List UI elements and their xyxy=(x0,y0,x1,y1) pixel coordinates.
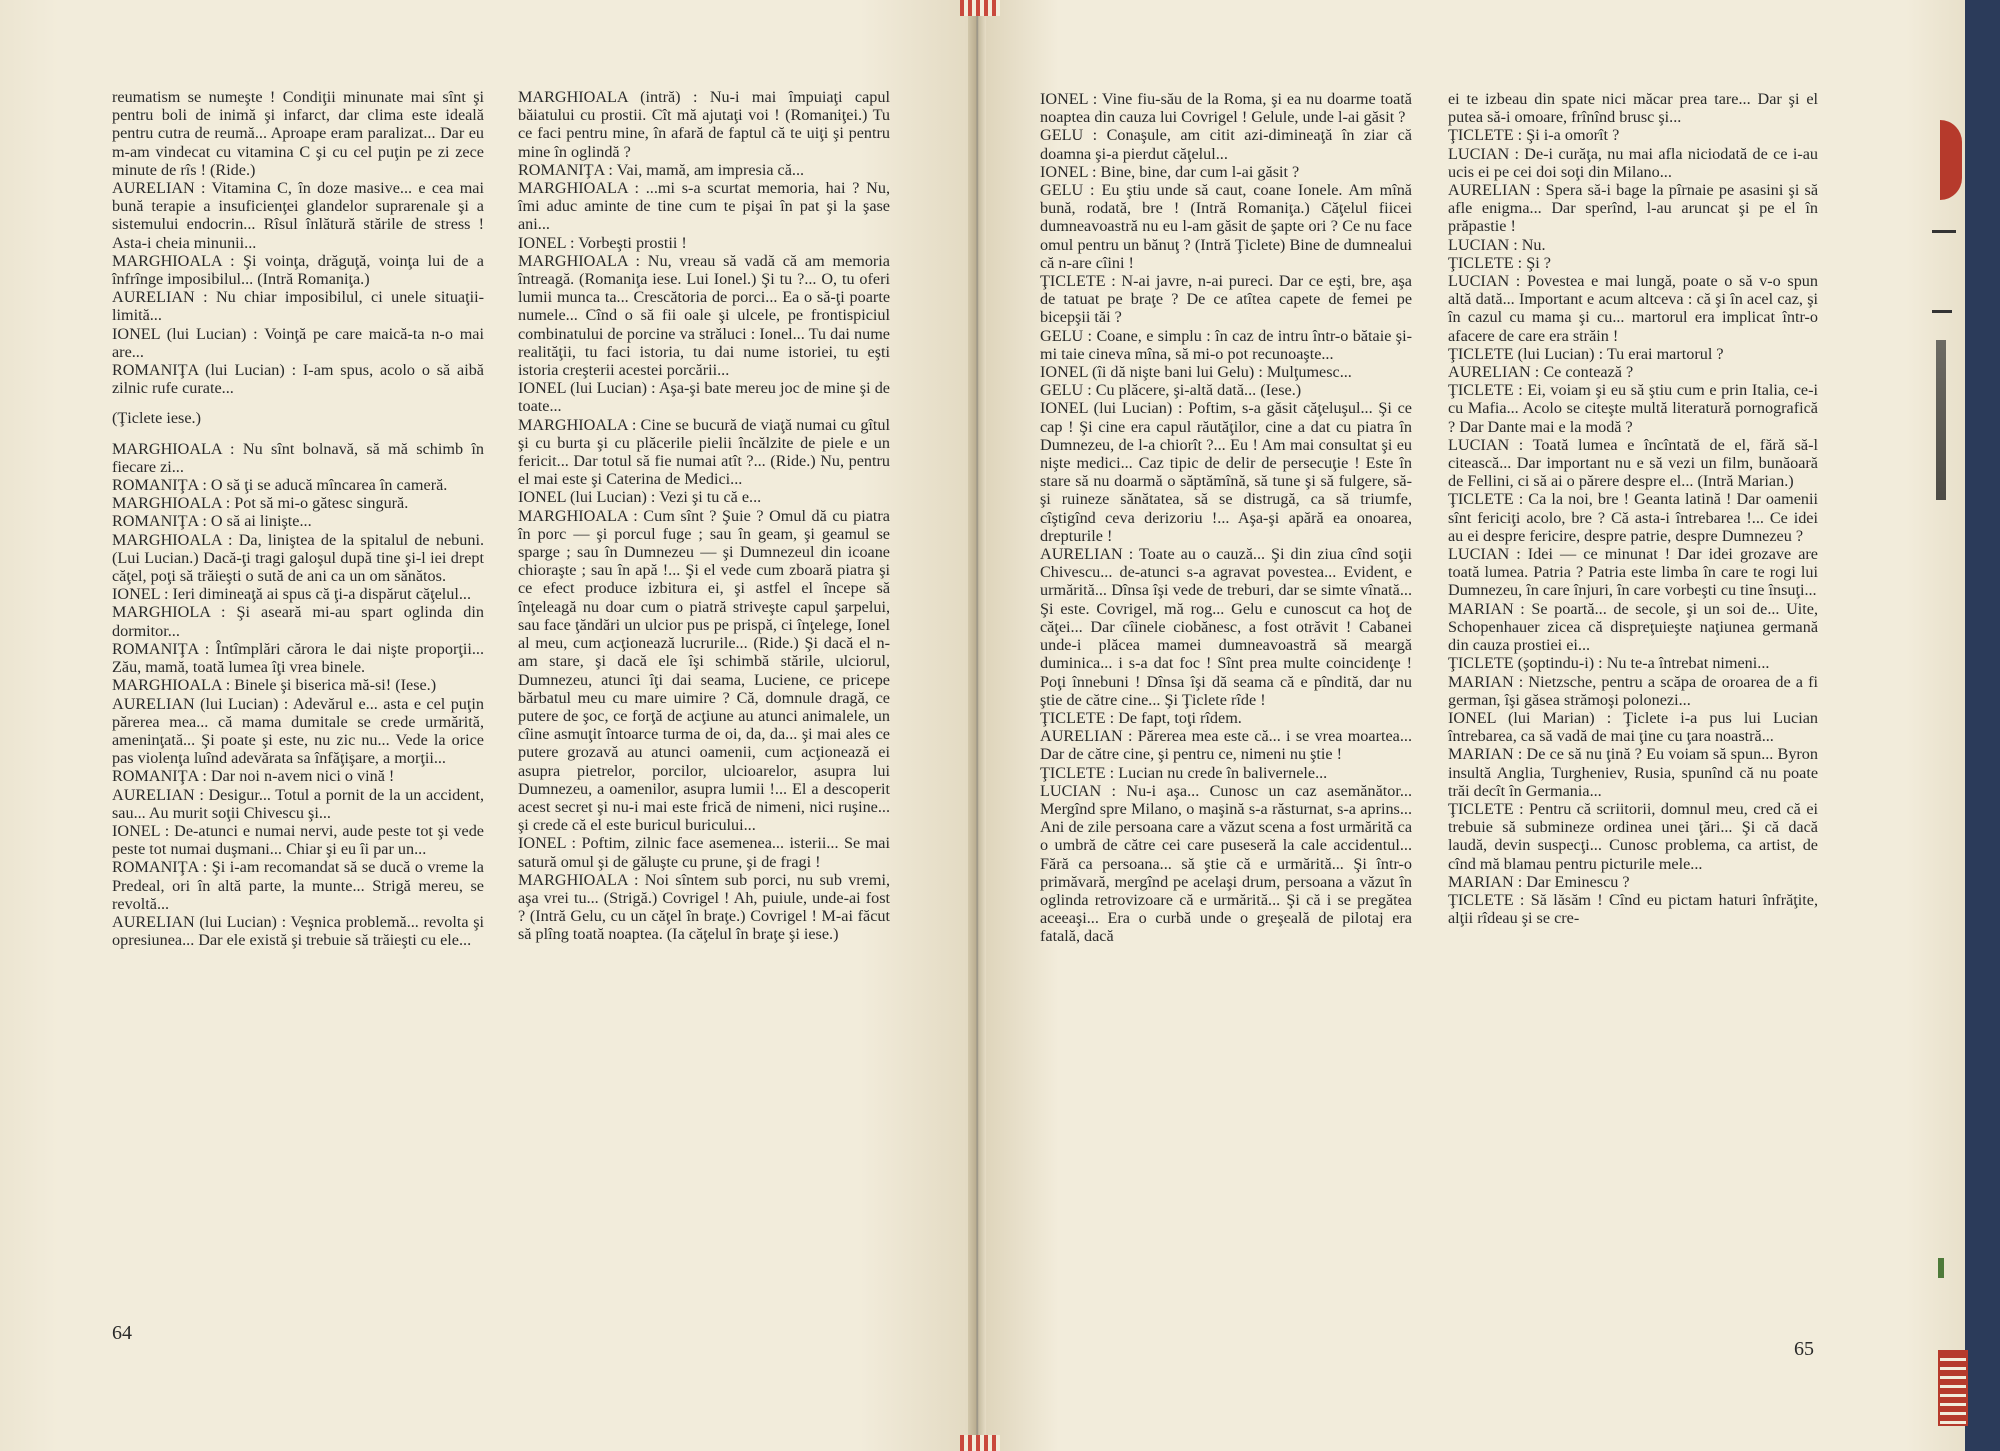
dialogue-paragraph: IONEL (lui Lucian) : Voinţă pe care maică-ta n-o mai are... xyxy=(112,324,484,361)
dialogue-paragraph: MARGHIOALA : Pot să mi-o gătesc singură. xyxy=(112,494,409,513)
dialogue-paragraph: IONEL (lui Lucian) : Aşa-şi bate mereu joc de mine şi de toate... xyxy=(518,379,890,416)
dialogue-paragraph: GELU : Coane, e simplu : în caz de intru într-o bătaie şi-mi taie cineva mîna, să mi-o pot recunoaşte... xyxy=(1040,326,1412,363)
dialogue-paragraph: LUCIAN : Idei — ce minunat ! Dar idei grozave are toată lumea. Patria ? Patria este limba în care te rogi lui Dumnezeu, în care înjuri, în care vorbeşti cu tine însuţi... xyxy=(1448,545,1818,600)
dialogue-paragraph: MARGHIOALA : ...mi s-a scurtat memoria, hai ? Nu, îmi aduc aminte de tine cum te pişai în pat şi la şase ani... xyxy=(518,179,890,234)
dialogue-paragraph: AURELIAN : Toate au o cauză... Şi din ziua cînd soţii Chivescu... de-atunci s-a agravat povestea... Evident, e urmărită... Dînsa îşi vede de treburi, dar se simte vînată... Şi este. Covrigel, mă rog... Gelu e cunoscut ca hoţ de căţei... Dar cîinele ciobănesc, a fost otrăvit ! Cabanei unde-i plăcea mamei dumneavoastră să meargă duminica... i s-a dat foc ! Sînt prea multe coincidenţe ! Poţi înnebuni ! Dînsa îşi dă seama că e pîndită, dar nu ştie de către cine... Şi Ţiclete rîde ! xyxy=(1040,545,1412,709)
dialogue-paragraph: AURELIAN : Vitamina C, în doze masive... e cea mai bună terapie a insuficienţei glandelor suprarenale şi a sistemului endocrin... Rîsul înlătură stările de stress ! Asta-i cheia minunii... xyxy=(112,179,484,252)
dialogue-paragraph: ROMANIŢA : O să ai linişte... xyxy=(112,512,312,531)
dialogue-paragraph: MARGHIOLA : Şi aseară mi-au spart oglinda din dormitor... xyxy=(112,603,484,640)
edge-dash-mark xyxy=(1932,310,1952,313)
dialogue-paragraph: MARGHIOALA : Da, liniştea de la spitalul de nebuni. (Lui Lucian.) Dacă-ţi tragi galoşul după tine şi-l iei drept căţel, poţi să trăieşti o sută de ani ca un om sănătos. xyxy=(112,530,484,586)
edge-stamp-pattern xyxy=(1938,1350,1968,1426)
left-column-2 xyxy=(518,88,890,944)
dialogue-paragraph: LUCIAN : Nu. xyxy=(1448,235,1546,254)
dialogue-paragraph: ŢICLETE (lui Lucian) : Tu erai martorul ? xyxy=(1448,344,1724,363)
dialogue-paragraph: ŢICLETE : Lucian nu crede în balivernele... xyxy=(1040,763,1328,782)
dialogue-paragraph: IONEL (lui Marian) : Ţiclete i-a pus lui Lucian întrebarea, ca să vadă de mai ţine cu ţara noastră... xyxy=(1448,708,1818,746)
dialogue-paragraph: ROMANIŢA : O să ţi se aducă mîncarea în cameră. xyxy=(112,476,448,495)
dialogue-paragraph: MARGHIOALA : Cum sînt ? Şuie ? Omul dă cu piatra în porc — şi porcul fuge ; sau în geam, şi geamul se sparge ; sau în Dumnezeu — şi Dumnezeul din icoane chioraşte ; sau în apă !... Şi el vede cum zboară piatra şi ce efect produce izbitura ei, şi astfel el începe să înţeleagă nu doar cum o piatră striveşte capul şarpelui, sau face ţăndări un ulcior pus pe prispă, ci înţelege, Ionel al meu, cum acţionează lucrurile... (Ride.) Şi dacă el n-am stare, şi dacă ele îşi schimbă stările, ulciorul, Dumnezeu, atunci îţi dai seama, Luciene, ce pricepe bărbatul meu cu mare uimire ? Că, domnule dragă, ce putere de şoc, ce forţă de acţiune au atunci animalele, un cîine asmuţit întoarce turma de oi, da, da... şi mai ales ce putere grozavă au atunci oamenii, cum acţionează ei asupra pietrelor, porcilor, ulcioarelor, asupra lui Dumnezeu, a oamenilor, asupra lumii !... El a descoperit acest secret şi nu-i mai este frică de nimeni, nici ruşine... şi crede că el este buricul buricului... xyxy=(518,506,890,835)
dialogue-paragraph: MARGHIOALA : Cine se bucură de viaţă numai cu gîtul şi cu burta şi cu plăcerile pielii încălzite de piele e un fericit... Dar totul să fie numai atît ?... (Ride.) Nu, pentru el mai este şi Caterina de Medici... xyxy=(518,415,890,489)
dialogue-paragraph: MARGHIOALA : Binele şi biserica mă-si! (Iese.) xyxy=(112,676,437,695)
right-column-2 xyxy=(1448,90,1818,927)
dialogue-paragraph: MARGHIOALA (intră) : Nu-i mai împuiaţi capul băiatului cu prostii. Cît mă ajutaţi voi ! (Romaniţei.) Tu ce faci pentru mine, în afară de faptul că te uiţi şi pentru mine în oglindă ? xyxy=(518,88,890,161)
dialogue-paragraph: IONEL (îi dă nişte bani lui Gelu) : Mulţumesc... xyxy=(1040,363,1352,382)
dialogue-paragraph: IONEL : Ieri dimineaţă ai spus că ţi-a dispărut căţelul... xyxy=(112,585,471,604)
dialogue-paragraph: ei te izbeau din spate nici măcar prea tare... Dar şi el putea să-i omoare, frînînd brusc şi... xyxy=(1448,90,1818,127)
dialogue-paragraph: IONEL : Bine, bine, dar cum l-ai găsit ? xyxy=(1040,162,1300,181)
dialogue-paragraph: IONEL (lui Lucian) : Poftim, s-a găsit căţeluşul... Şi ce cap ! Şi cine era capul răutăţilor, cine a dat cu piatra în Dumnezeu, de l-a chiorît ?... Eu ! Am mai consultat şi eu nişte medici... Caz tipic de delir de persecuţie ! Este în stare să nu doarmă o săptămînă, să tune şi să fulgere, să-şi ruineze sănătatea, să se distrugă, ca să triumfe, cîştigînd ceva derizoriu !... Aşa-şi apără ea onoarea, drepturile ! xyxy=(1040,399,1412,545)
dialogue-paragraph: ŢICLETE : Ca la noi, bre ! Geanta latină ! Dar oamenii sînt fericiţi acolo, bre ? Că asta-i întrebarea !... Ce idei au ei despre fericire, despre patrie, despre Dumnezeu ? xyxy=(1448,490,1818,545)
book-gutter xyxy=(968,0,986,1451)
dialogue-paragraph: AURELIAN : Nu chiar imposibilul, ci unele situaţii-limită... xyxy=(112,288,484,325)
dialogue-paragraph: IONEL : Poftim, zilnic face asemenea... isterii... Se mai satură omul şi de găluşte cu prune, şi de fragi ! xyxy=(518,834,890,871)
dialogue-paragraph: IONEL (lui Lucian) : Vezi şi tu că e... xyxy=(518,488,762,507)
dialogue-paragraph: ROMANIŢA : Întîmplări cărora le dai nişte proporţii... Zău, mamă, toată lumea îţi vrea binele. xyxy=(112,639,484,677)
page-edge-background xyxy=(1965,0,2000,1451)
dialogue-paragraph: IONEL : Vine fiu-său de la Roma, şi ea nu doarme toată noaptea din cauza lui Covrigel ! Gelule, unde l-ai găsit ? xyxy=(1040,90,1412,127)
dialogue-paragraph: MARIAN : Dar Eminescu ? xyxy=(1448,872,1630,891)
dialogue-paragraph: MARIAN : Se poartă... de secole, şi un soi de... Uite, Schopenhauer zicea că dispreţuieşte naţiunea germană din cauza prostiei ei... xyxy=(1448,599,1818,655)
dialogue-paragraph: ŢICLETE : Ei, voiam şi eu să ştiu cum e prin Italia, ce-i cu Mafia... Acolo se citeşte multă literatură pornografică ? Dar Dante mai e la modă ? xyxy=(1448,381,1818,436)
dialogue-paragraph: ŢICLETE : Pentru că scriitorii, domnul meu, cred că ei trebuie să submineze ordinea unei ţări... Şi că dacă laudă, devin suspecţi... Cunosc problema, ca artist, de cînd mă blamau pentru picturile mele... xyxy=(1448,799,1818,873)
left-column-1 xyxy=(112,88,484,949)
dialogue-paragraph: AURELIAN : Ce contează ? xyxy=(1448,363,1634,382)
dialogue-paragraph: LUCIAN : Toată lumea e încîntată de el, fără să-l citească... Dar important nu e să vezi un film, bunăoară de Fellini, ci să ai o părere despre el... (Intră Marian.) xyxy=(1448,435,1818,491)
dialogue-paragraph: IONEL : Vorbeşti prostii ! xyxy=(518,233,687,252)
binding-stripe-top xyxy=(960,0,1000,16)
dialogue-paragraph: ŢICLETE (şoptindu-i) : Nu te-a întrebat nimeni... xyxy=(1448,654,1770,673)
dialogue-paragraph: AURELIAN (lui Lucian) : Veşnica problemă... revolta şi opresiunea... Dar ele există şi trebuie să trăieşti cu ele... xyxy=(112,912,484,950)
dialogue-paragraph: (Ţiclete iese.) xyxy=(112,409,201,428)
dialogue-paragraph: GELU : Cu plăcere, şi-altă dată... (Iese.) xyxy=(1040,381,1302,400)
dialogue-paragraph: MARIAN : Nietzsche, pentru a scăpa de oroarea de a fi german, îşi găsea strămoşi polonezi... xyxy=(1448,672,1818,709)
dialogue-paragraph: ROMANIŢA : Vai, mamă, am impresia că... xyxy=(518,160,805,179)
dialogue-paragraph: ROMANIŢA : Şi i-am recomandat să se ducă o vreme la Predeal, ori în altă parte, la munte... Strigă mereu, se revoltă... xyxy=(112,858,484,913)
dialogue-paragraph: AURELIAN : Desigur... Totul a pornit de la un accident, sau... Au murit soţii Chivescu şi... xyxy=(112,785,484,822)
dialogue-paragraph: ROMANIŢA (lui Lucian) : I-am spus, acolo o să aibă zilnic rufe curate... xyxy=(112,361,484,398)
edge-gray-strip xyxy=(1936,340,1946,500)
dialogue-paragraph: ŢICLETE : Şi i-a omorît ? xyxy=(1448,126,1620,145)
dialogue-paragraph: AURELIAN : Părerea mea este că... i se vrea moartea... Dar de către cine, şi pentru ce, nimeni nu ştie ! xyxy=(1040,727,1412,764)
dialogue-paragraph: ROMANIŢA : Dar noi n-avem nici o vină ! xyxy=(112,767,395,786)
edge-dash-mark xyxy=(1932,230,1956,233)
page-number-left: 64 xyxy=(112,1322,132,1344)
edge-red-tab xyxy=(1940,120,1962,200)
dialogue-paragraph: ŢICLETE : De fapt, toţi rîdem. xyxy=(1040,708,1242,727)
dialogue-paragraph: LUCIAN : Povestea e mai lungă, poate o să v-o spun altă dată... Important e acum altceva : că şi în acel caz, şi în cazul cu mama şi cu... martorul era implicat într-o afacere de care era străin ! xyxy=(1448,272,1818,345)
dialogue-paragraph: GELU : Conaşule, am citit azi-dimineaţă în ziar că doamna şi-a pierdut căţelul... xyxy=(1040,126,1412,163)
dialogue-paragraph: ŢICLETE : N-ai javre, n-ai pureci. Dar ce eşti, bre, aşa de tatuat pe braţe ? De ce atîtea capete de femei pe bicepşii tăi ? xyxy=(1040,272,1412,327)
dialogue-paragraph: LUCIAN : Nu-i aşa... Cunosc un caz asemănător... Mergînd spre Milano, o maşină s-a răsturnat, s-a aprins... Ani de zile persoana care a văzut scena a fost urmărită ca o umbră de către cei care puseseră la cale accidentul... Fără ca persoana... să ştie că e urmărită... Şi într-o primăvară, mergînd pe acelaşi drum, persoana a văzut în oglinda retrovizoare că e urmărită... Şi că i se pregătea aceeaşi... Era o curbă unde o greşeală de pilotaj era fatală, dacă xyxy=(1040,781,1412,946)
dialogue-paragraph: MARGHIOALA : Şi voinţa, drăguţă, voinţa lui de a înfrînge imposibilul... (Intră Romaniţa.) xyxy=(112,251,484,289)
dialogue-paragraph: MARGHIOALA : Noi sîntem sub porci, nu sub vremi, aşa vrei tu... (Strigă.) Covrigel ! Ah, puiule, unde-ai fost ? (Intră Gelu, cu un căţel în braţe.) Covrigel ! M-ai făcut să plîng toată noaptea. (Ia căţelul în braţe şi iese.) xyxy=(518,870,890,944)
dialogue-paragraph: MARGHIOALA : Nu, vreau să vadă că am memoria întreagă. (Romaniţa iese. Lui Ionel.) Şi tu ?... O, tu oferi lumii munca ta... Crescătoria de porci... Ea o să-ţi poarte numele... Cînd o să fii oale şi ulcele, pe frontispiciul combinatului de porcine va străluci : Ionel... Tu dai nume realităţii, tu faci istoria, tu dai nume istoriei, tu eşti istoria creşterii acestei porcării... xyxy=(518,251,890,380)
right-column-1 xyxy=(1040,90,1412,946)
dialogue-paragraph: AURELIAN (lui Lucian) : Adevărul e... asta e cel puţin părerea mea... că mama dumitale se crede urmărită, ameninţată... Şi poate şi este, nu zic nu... Vede la orice pas violenţa luînd adevărata sa înfăţişare, a morţii... xyxy=(112,694,484,768)
edge-green-mark xyxy=(1938,1258,1944,1278)
dialogue-paragraph: ŢICLETE : Să lăsăm ! Cînd eu pictam haturi înfrăţite, alţii rîdeau şi se cre- xyxy=(1448,890,1818,928)
binding-stripe-bottom xyxy=(960,1435,1000,1451)
dialogue-paragraph: AURELIAN : Spera să-i bage la pîrnaie pe asasini şi să afle enigma... Dar sperînd, l-au aruncat şi pe el în prăpastie ! xyxy=(1448,181,1818,236)
page-number-right: 65 xyxy=(1794,1338,1814,1360)
dialogue-paragraph: MARIAN : De ce să nu ţină ? Eu voiam să spun... Byron insultă Anglia, Turgheniev, Rusia, spunînd că nu poate trăi decît în Germania... xyxy=(1448,745,1818,800)
dialogue-paragraph: GELU : Eu ştiu unde să caut, coane Ionele. Am mînă bună, rodată, bre ! (Intră Romaniţa.) Căţelul fiicei dumneavoastră nu eu l-am găsit de şapte ori ? Ce nu face omul pentru un bănuţ ? (Intră Ţiclete) Bine de dumnealui că n-are cîini ! xyxy=(1040,181,1412,272)
dialogue-paragraph: ŢICLETE : Şi ? xyxy=(1448,253,1551,272)
dialogue-paragraph: IONEL : De-atunci e numai nervi, aude peste tot şi vede peste tot numai duşmani... Chiar şi eu îi par un... xyxy=(112,821,484,859)
dialogue-paragraph: reumatism se numeşte ! Condiţii minunate mai sînt şi pentru boli de inimă şi infarct, dar clima este ideală pentru cutra de reumă... Aproape eram paralizat... Dar eu m-am vindecat cu vitamina C şi cu cel puţin pe zi zece minute de rîs ! (Ride.) xyxy=(112,88,484,179)
dialogue-paragraph: MARGHIOALA : Nu sînt bolnavă, să mă schimb în fiecare zi... xyxy=(112,439,484,476)
dialogue-paragraph: LUCIAN : De-i curăţa, nu mai afla niciodată de ce i-au ucis ei pe cei doi soţi din Milano... xyxy=(1448,144,1818,181)
